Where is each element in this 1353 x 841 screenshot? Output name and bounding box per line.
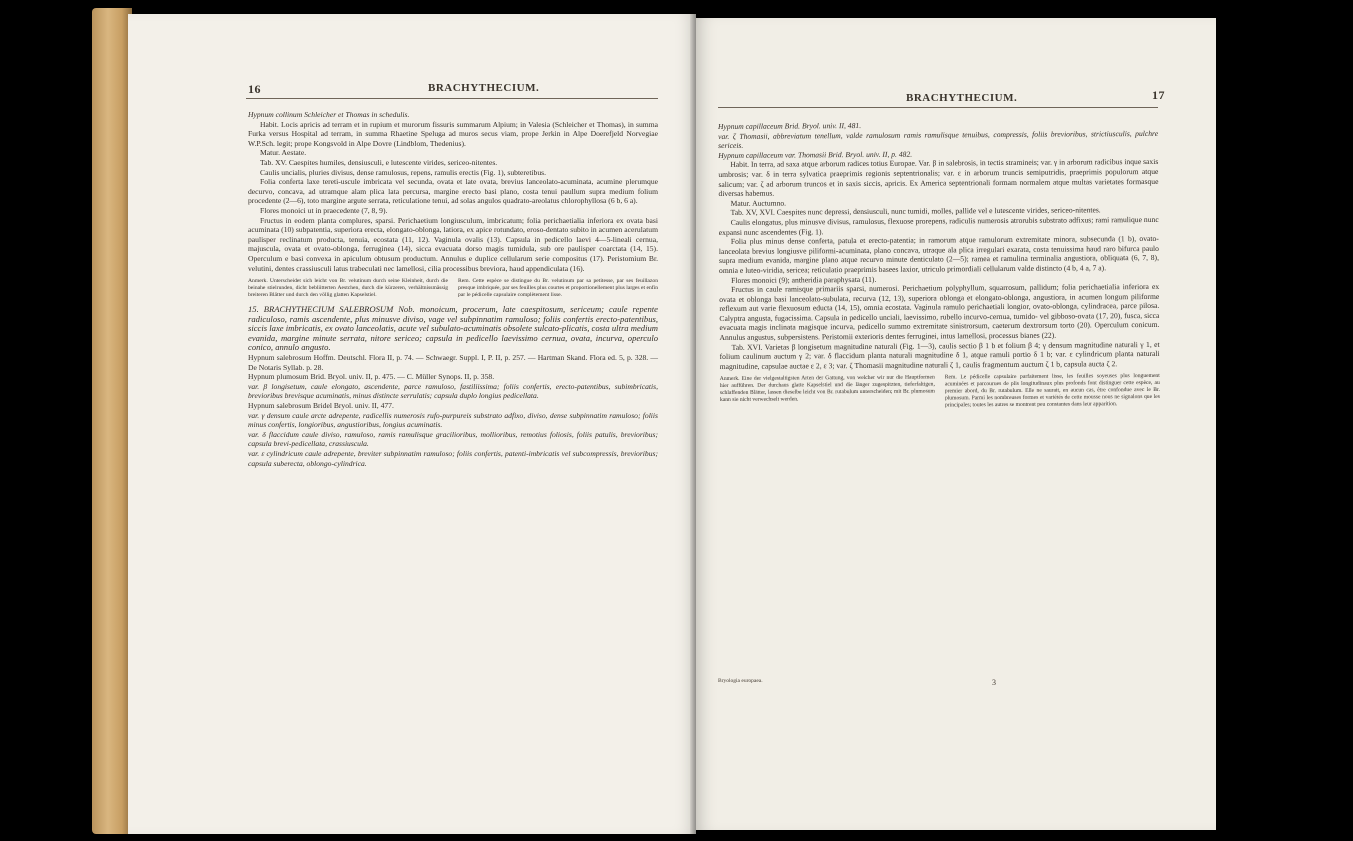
note-german: Anmerk. Unterscheidet sich leicht von Br. velutinum durch seine Kleinheit, durch die beinahe stielrunden, dicht bebliitterten Aestchen, durch die kürzeren, verhältnissmässig breiteren Blätter und durch den völlig glatten Kapselstiel. [248,278,448,299]
variety-entry: var. γ densum caule arcte adrepente, radicellis numerosis rufo-purpureis substrato adfixo, diviso, dense subpinnatim ramuloso; foliis minus confertis, longioribus, angustioribus, longius acuminatis. [248,410,658,430]
flores-line: Flores monoici (9); antheridia paraphysata (11). [731,274,877,285]
reference-line: Hypnum salebrosum Hoffm. Deutschl. Flora II, p. 74. — Schwaegr. Suppl. I, P. II, p. 257. — Hartman Skand. Flora ed. 5, p. 328. — De Notaris Syllab. p. 28. [248,353,658,372]
reference-line: Hypnum salebrosum Bridel Bryol. univ. II, 477. [248,401,394,411]
folia-paragraph: Folia conferta laxe tereti-uscule imbricata vel secunda, ovata et late ovata, brevius lanceolato-acuminata, acumine plerumque decurvo, concava, ad utramque alam plica lata percursa, margine erecto basi plano, costa tenui paullum supra medium folium procedente (2—6), toto margine argute serrata, reticulatione tenui, ad solas angulos quadrato-areolatus chlorophyllosa (6 b, 6 a). [248,177,658,206]
left-page-body [248,110,658,468]
habitat-paragraph: Habit. Locis apricis ad terram et in rupium et murorum fissuris summarum Alpium; in Valesia (Schleicher et Thomas), in summa Furka versus Hospital ad terram, in summa Rhaetine Speluga ad muros secus viam, prope Jerkin in Alpe Doerefjeld Norvegiae W.P.Sch. legit; prope Kongsvold in Alpe Dovre (Lindblom, Thedenius). [248,119,658,148]
species-diagnosis: 15. BRACHYTHECIUM SALEBROSUM Nob. monoicum, procerum, late caespitosum, sericeum; caule repente radiculoso, ramis ascendente, plus minusve diviso, vage vel subpinnatim ramuloso; foliis confertis erecto-patentibus, siccis laxe imbricatis, ex ovato lanceolatis, acute vel subulato-acuminatis obsolete sulcato-plicatis, costa ultra medium evanida, margine minute serrata, nitore sericeo; capsula in pedicello laevissimo cernua, ovata, incurva, operculo conico, annulo angusto. [248,304,658,353]
note-french: Rem. Le pédicelle capsulaire parfaitement lisse, les feuilles soyeuses plus longuement acuminées et parcourues de plis longitudinaux plus profonds font distinguer cette espèce, au premier abord, du Br. rutabulum. Elle ne saurait, en aucun cas, être confondue avec le Br. plumosum. Parmi les nombreuses formes et variétés de cette mousse nous ne signalons que les principales; toutes les autres se montrent peu constantes dans leur apparition. [944,373,1160,409]
right-page-body [718,119,1160,418]
plate-paragraph: Tab. XV. Caespites humiles, densiusculi, e lutescente virides, sericeo-nitentes. [260,157,498,167]
signature-number: 3 [992,678,996,687]
folia-paragraph: Folia plus minus dense conferta, patula et erecto-patentia; in ramorum atque ramulorum extremitate minora, subsecunda (1 b), ovato-lanceolata brevius longiusve piliformi-acuminata, plano concava, utraque ala plica irregulari exarata, costa tenuissima haud raro bifurca paulo supra medium evanida, margine plano atque recurvo minute denticulato (2—5); ramea et ramulina terminalia angustiora, obliquata (6, 7, 8), omnia e luteo-viridia, sericea; reticulatio praeprimis basees laxior, utriculo primordiali cellularum valde distincto (4 b, 4 a, 7 a). [718,234,1159,275]
running-head-right: BRACHYTHECIUM. [906,92,1018,104]
variety-entry: var. δ flaccidum caule diviso, ramuloso, ramis ramulisque gracilioribus, mollioribus, remotius foliosis, foliis patulis, brevioribus; capsula brevi-pedicellata, crassiuscula. [248,429,658,449]
page-number-left: 16 [248,82,261,96]
plate-paragraph: Tab. XV, XVI. Caespites nunc depressi, densiusculi, nunc tumidi, molles, pallide vel e lutescente virides, sericeo-nitentes. [730,205,1101,218]
header-rule-left [246,98,658,99]
fructus-paragraph: Fructus in caule ramisque primariis sparsi, numerosi. Perichaetium polyphyllum, squarrosum, pallidum; folia perichaetialia inferiora ex ovata et oblonga basi lanceolato-subulata, recurva (12, 13), superiora oblonga et elongato-oblonga, angustiora, in acumen longum piliforme reflexum aut varie flexuosum educta (14, 15), omnia ecostata. Vaginula ramulo perichaetiali longior, ovato-oblonga, cylindracea, parce pilosa. Calyptra angusta, fugacissima. Capsula in pedicello unciali, laevissimo, rubello incurvo-cernua, tumido- vel gibboso-ovata (17, 20), fusca, sicca evacuata magis inclinata magisque incurva, pedicello summo extremitate sinistrorsum, caeterum dextrorsum torto (20). Operculum conicum. Annulus angustus, subpersistens. Peristomii exterioris dentes ferruginei, intus lamellosi, processus bianes (22). [719,282,1160,343]
fructus-paragraph: Fructus in eodem planta complures, sparsi. Perichaetium longiusculum, imbricatum; folia perichaetialia inferiora ex ovata basi acuminata (10) subpatentia, superiora erecta, elongato-oblonga, latiora, ex apice rotundato, eroso-dentato subito in acumen acerulatum paulisper reclinatum producta, tenuia, ecostata (11, 12). Vaginula ovalis (13). Capsula in pedicello laevi 4—5-lineali cernua, majuscula, ovata et ovato-oblonga, ferruginea (14), sicca evacuata dorso magis tumidula, sub ore paulisper coarctata (14, 15). Operculum e basi convexa in apiculum obtusum productum. Annulus e duplice cellularum serie compositus (17). Peristomium Br. velutini, dentes crassiusculi latus trabeculati nec lamellosi, cilia processibus breviora, haud appendiculata (16). [248,215,658,273]
running-head-left: BRACHYTHECIUM. [428,82,540,94]
variety-entry: var. β longisetum, caule elongato, ascendente, parce ramuloso, fastiliissima; foliis confertis, erecto-patentibus, subimbricatis, brevioribus brevisque acuminatis, minus distincte serrulatis; capsula duplo longius pedicellata. [248,381,658,401]
book-binding-edge [92,8,132,834]
species-heading [248,305,658,353]
footnotes-right [720,373,1160,411]
maturity-line: Matur. Auctumno. [730,198,787,208]
habitat-paragraph: Habit. In terra, ad saxa atque arborum radices totius Europae. Var. β in salebrosis, in tectis stramineis; var. γ in arborum radicibus inque saxis umbrosis; var. δ in terra sylvatica praeprimis regionis septentrionalis; var. ε in arborum truncis semiputridis, praeprimis populorum atque salicum; var. ζ ad arborum truncos et in saxis siccis, apricis. Ex America septentrionali formam normalem atque multas varietates formasque diversas habemus. [718,157,1159,199]
synonym-line: Hypnum capillaceum Brid. Bryol. univ. II, 481. [718,121,862,131]
plate-explanation: Tab. XVI. Varietas β longisetum magnitudine naturali (Fig. 1—3), caulis sectio β 1 b et folium β 4; γ densum magnitudine naturali γ 1, et folium caulinum auctum γ 2; var. δ flaccidum planta naturali magnitudine δ 1, atque ramuli portio δ 1 b; var. ε cylindricum planta naturali magnitudine, capsulae auctae ε 2, ε 3; var. ζ Thomasii magnitudine naturali ζ 1, caulis fragmentum auctum ζ 1 b, capsula aucta ζ 2. [719,339,1160,371]
synonym-line: Hypnum collinum Schleicher et Thomas in schedulis. [248,110,410,119]
note-german: Anmerk. Eine der vielgestaltigsten Arten der Gattung, von welcher wir nur die Hauptformen hier aufführen. Der durchaus glatte Kapselstiel und die länger zugespitzten, tieferfaltigen, schlaffenden Blätter, lassen dieselbe leicht von Br. rutabulum unterscheiden; mit Br. plumosum kann sie nicht verwechselt werden. [719,374,935,404]
flores-line: Flores monoici ut in praecedente (7, 8, 9). [260,205,388,215]
left-page [128,14,696,834]
maturity-line: Matur. Aestate. [260,148,307,158]
right-page [696,18,1216,830]
variety-entry: var. ε cylindricum caule adrepente, breviter subpinnatim ramuloso; foliis confertis, patenti-imbricatis vel subcompressis, brevioribus; capsula suberecta, oblongo-cylindrica. [248,449,658,468]
caulis-paragraph: Caulis uncialis, pluries divisus, dense ramulosus, repens, ramulis erectis (Fig. 1), subteretibus. [260,167,546,177]
page-number-right: 17 [1152,88,1165,102]
note-french: Rem. Cette espèce se distingue du Br. velutinum par sa petitesse, par ses feuillazon presque imbriquée, par ses feuilles plus courtes et proportionellement plus larges et enfin par le pédicelle capsulaire complètement lisse. [458,278,658,299]
variety-entry: var. ζ Thomasii, abbreviatum tenellum, valde ramulosum ramis ramulisque tenuibus, compressis, foliis brevioribus, strictiusculis, pulchre sericeis. [718,128,1159,151]
header-rule-right [718,107,1158,108]
synonym-line: Hypnum capillaceum var. Thomasii Brid. Bryol. univ. II, p. 482. [718,149,913,160]
caulis-paragraph: Caulis elongatus, plus minusve divisus, ramulosus, flexuose prorepens, radiculis numerosis atrorubis substrato adfixus; rami ramulique nunc expansi nunc ascendentes (Fig. 1). [718,214,1159,237]
footnotes-left [248,278,658,299]
reference-line: Hypnum plumosum Brid. Bryol. univ. II, p. 475. — C. Müller Synops. II, p. 358. [248,372,495,382]
signature-label: Bryologia europaea. [718,678,763,684]
